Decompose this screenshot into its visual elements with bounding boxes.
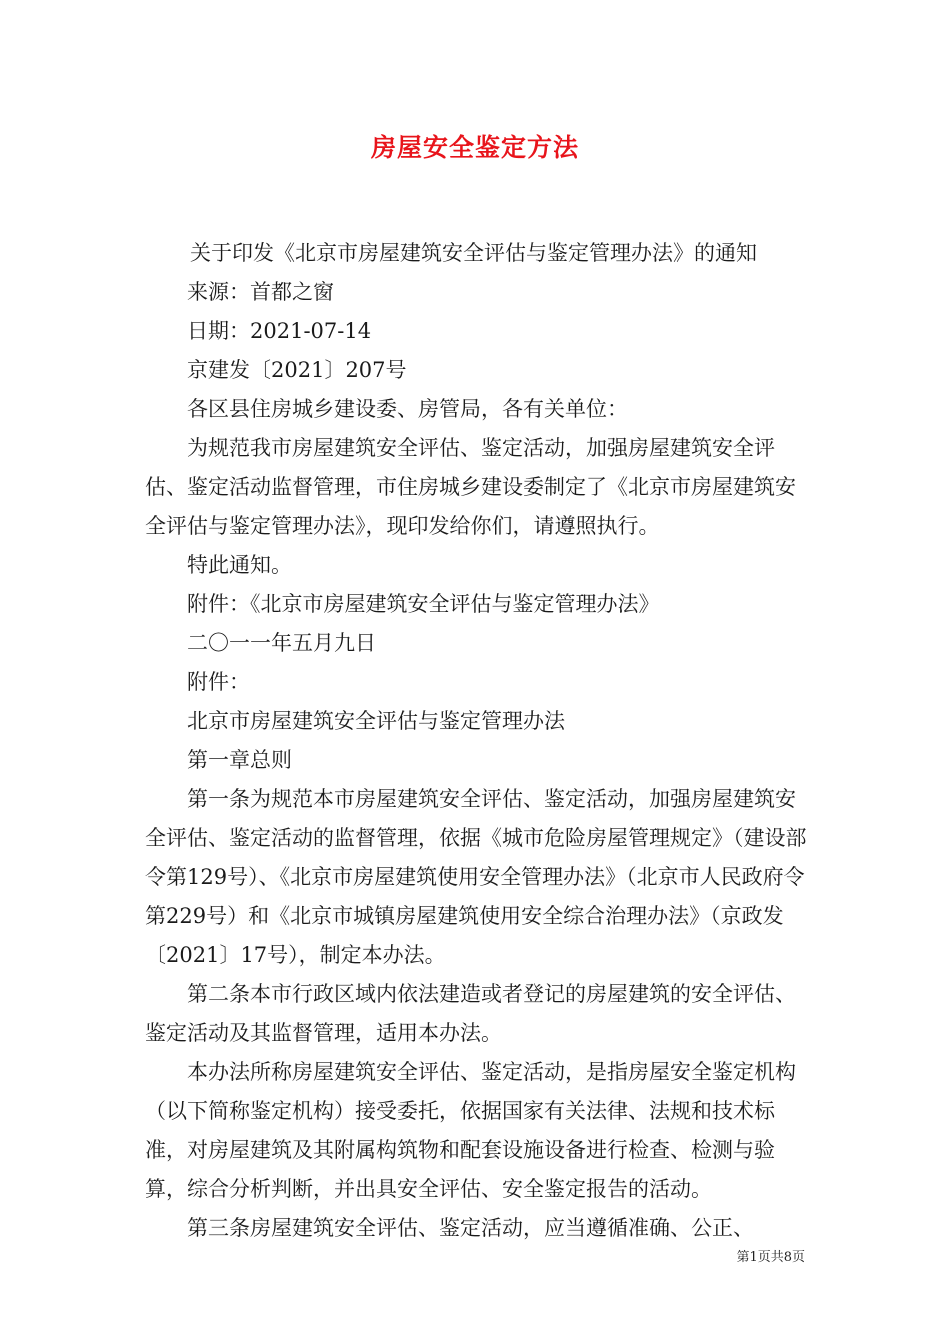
page-number: 第1页共8页 xyxy=(736,1250,805,1265)
article-paragraph: 本办法所称房屋建筑安全评估、鉴定活动，是指房屋安全鉴定机构（以下简称鉴定机构）接受委托，依据国家有关法律、法规和技术标准，对房屋建筑及其附属构筑物和配套设施设备进行检查、检测与验算，综合分析判断，并出具安全评估、安全鉴定报告的活动。 xyxy=(145,1060,796,1201)
article-paragraph: 第二条本市行政区域内依法建造或者登记的房屋建筑的安全评估、鉴定活动及其监督管理，适用本办法。 xyxy=(145,982,796,1045)
paragraph: 为规范我市房屋建筑安全评估、鉴定活动，加强房屋建筑安全评估、鉴定活动监督管理，市住房城乡建设委制定了《北京市房屋建筑安全评估与鉴定管理办法》，现印发给你们，请遵照执行。 xyxy=(145,436,796,538)
document-number: 京建发〔2021〕207号 xyxy=(187,358,407,382)
addressee-line: 各区县住房城乡建设委、房管局，各有关单位： xyxy=(187,397,628,421)
source-line: 来源：首都之窗 xyxy=(187,280,334,304)
article-paragraph: 第三条房屋建筑安全评估、鉴定活动，应当遵循准确、公正、 xyxy=(187,1216,754,1240)
attachment-line: 附件：《北京市房屋建筑安全评估与鉴定管理办法》 xyxy=(187,592,660,616)
chapter-heading: 第一章总则 xyxy=(187,748,292,772)
attachment-label: 附件： xyxy=(187,670,250,694)
date-line: 日期：2021-07-14 xyxy=(187,319,372,343)
attachment-title: 北京市房屋建筑安全评估与鉴定管理办法 xyxy=(187,709,565,733)
paragraph: 特此通知。 xyxy=(187,553,292,577)
document-title: 房屋安全鉴定方法 xyxy=(370,133,579,162)
notice-heading: 关于印发《北京市房屋建筑安全评估与鉴定管理办法》的通知 xyxy=(190,241,757,265)
issue-date: 二〇一一年五月九日 xyxy=(187,631,376,655)
article-paragraph: 第一条为规范本市房屋建筑安全评估、鉴定活动，加强房屋建筑安全评估、鉴定活动的监督管理，依据《城市危险房屋管理规定》（建设部令第129号）、《北京市房屋建筑使用安全管理办法》（北京市人民政府令第229号）和《北京市城镇房屋建筑使用安全综合治理办法》（京政发〔2021〕17号），制定本办法。 xyxy=(145,787,807,967)
document-body xyxy=(145,234,809,1248)
